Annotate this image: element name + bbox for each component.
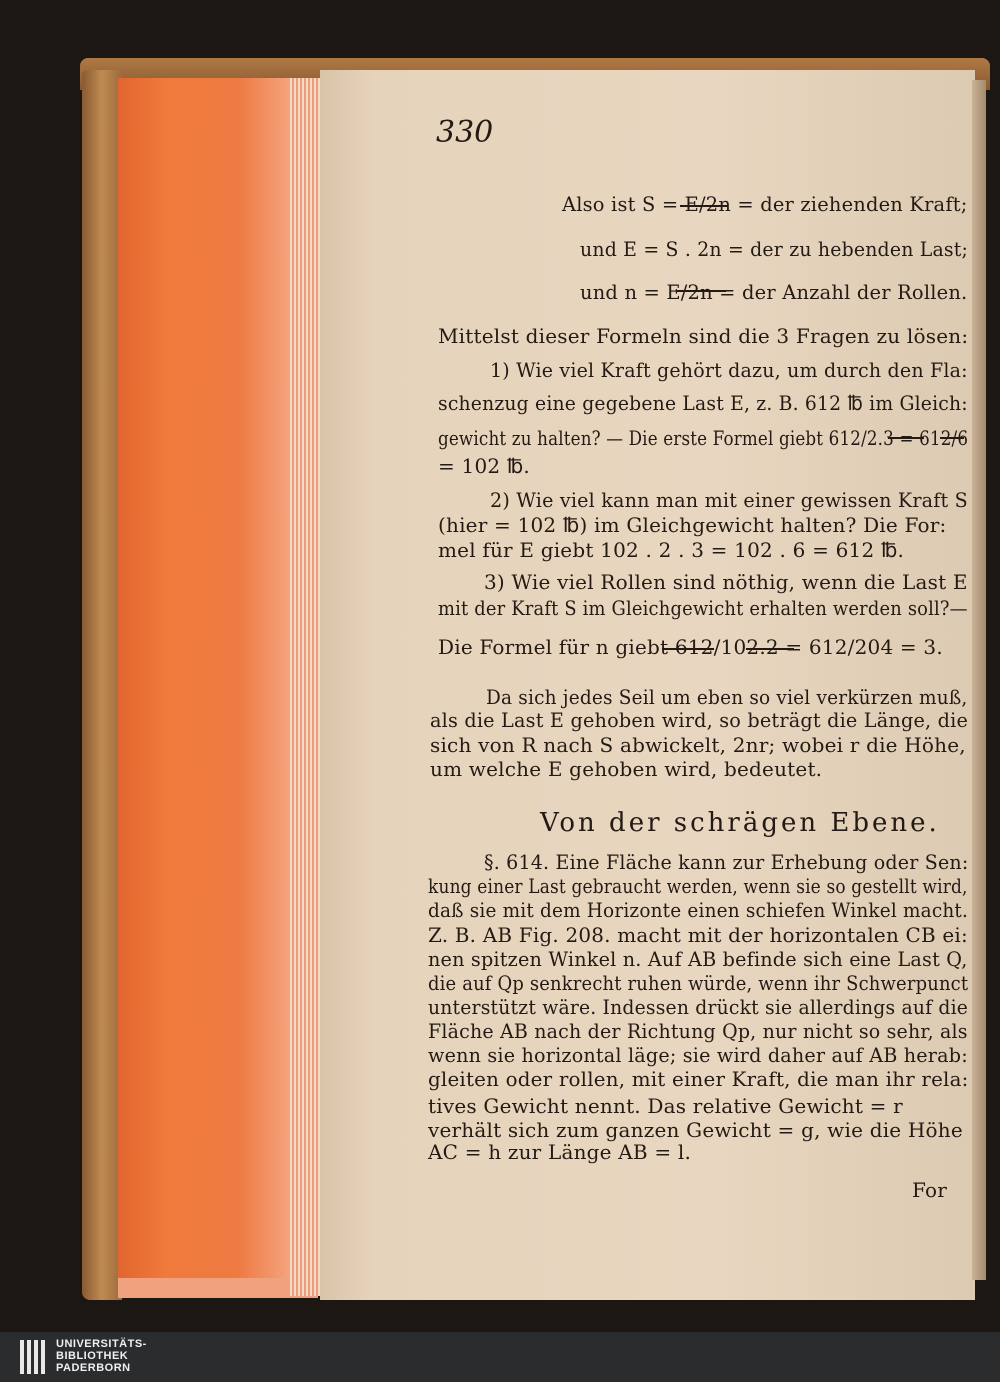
text-line: gewicht zu halten? — Die erste Formel giebt 612/2.3 = 612/6 [438, 426, 969, 450]
book-cover-spine [82, 70, 122, 1300]
text-line: als die Last E gehoben wird, so beträgt die Länge, die [430, 708, 969, 732]
page-number: 330 [436, 115, 494, 150]
text-line: nen spitzen Winkel n. Auf AB befinde sich eine Last Q, [428, 947, 968, 971]
text-line: Fläche AB nach der Richtung Qp, nur nicht so sehr, als [428, 1019, 968, 1043]
text-line: 1) Wie viel Kraft gehört dazu, um durch den Fla: [490, 358, 968, 382]
text-line: sich von R nach S abwickelt, 2nr; wobei r die Höhe, [430, 733, 966, 757]
text-line: = 102 ℔. [438, 454, 530, 478]
text-line: 3) Wie viel Rollen sind nöthig, wenn die Last E [484, 570, 968, 594]
library-name [56, 1338, 147, 1374]
page-block-red-edge [118, 78, 318, 1298]
text-line: und E = S . 2n = der zu hebenden Last; [580, 237, 969, 261]
library-footer-bar [0, 1332, 1000, 1382]
section-heading: Von der schrägen Ebene. [540, 808, 940, 838]
text-line: gleiten oder rollen, mit einer Kraft, die man ihr rela: [428, 1067, 969, 1091]
text-line: wenn sie horizontal läge; sie wird daher auf AB herab: [428, 1043, 968, 1067]
page-right-edge [972, 80, 986, 1280]
catchword: For [912, 1178, 947, 1202]
text-line: daß sie mit dem Horizonte einen schiefen Winkel macht. [428, 898, 969, 922]
text-line: mel für E giebt 102 . 2 . 3 = 102 . 6 = 612 ℔. [438, 538, 905, 562]
text-line: (hier = 102 ℔) im Gleichgewicht halten? Die For: [438, 513, 947, 537]
text-line: kung einer Last gebraucht werden, wenn sie so gestellt wird, [428, 874, 968, 898]
text-line: 2) Wie viel kann man mit einer gewissen Kraft S [490, 488, 968, 512]
library-name-line: BIBLIOTHEK [56, 1350, 129, 1362]
text-line: Die Formel für n giebt 612/102.2 = 612/204 = 3. [438, 635, 943, 659]
text-line: mit der Kraft S im Gleichgewicht erhalten werden soll?— [438, 596, 968, 620]
text-line: schenzug eine gegebene Last E, z. B. 612 ℔ im Gleich: [438, 391, 968, 415]
text-line: und n = E/2n = der Anzahl der Rollen. [580, 280, 968, 304]
library-logo-icon [20, 1340, 46, 1374]
text-line: tives Gewicht nennt. Das relative Gewicht = r [428, 1094, 903, 1118]
text-line: um welche E gehoben wird, bedeutet. [430, 757, 823, 781]
text-line: Also ist S = E/2n = der ziehenden Kraft; [562, 192, 968, 216]
library-name-line: UNIVERSITÄTS- [56, 1338, 147, 1350]
text-line: unterstützt wäre. Indessen drückt sie allerdings auf die [428, 995, 969, 1019]
text-line: die auf Qp senkrecht ruhen würde, wenn ihr Schwerpunct [428, 971, 969, 995]
text-line: verhält sich zum ganzen Gewicht = g, wie die Höhe [428, 1118, 963, 1142]
library-name-line: PADERBORN [56, 1362, 131, 1374]
text-line: §. 614. Eine Fläche kann zur Erhebung oder Sen: [484, 850, 969, 874]
text-line: Mittelst dieser Formeln sind die 3 Fragen zu lösen: [438, 324, 969, 348]
text-line: Z. B. AB Fig. 208. macht mit der horizontalen CB ei: [428, 923, 968, 947]
text-line: Da sich jedes Seil um eben so viel verkürzen muß, [486, 685, 968, 709]
text-line: AC = h zur Länge AB = l. [428, 1140, 692, 1164]
